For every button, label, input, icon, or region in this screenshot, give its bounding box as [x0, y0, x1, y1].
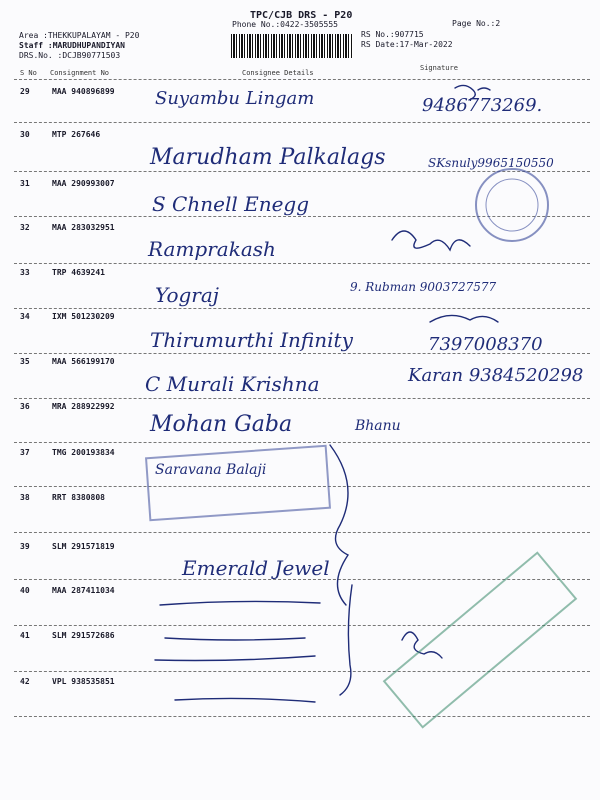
row-29-no: 29 — [20, 87, 30, 96]
page-title: TPC/CJB DRS - P20 — [250, 10, 353, 21]
rs-number: RS No.:907715 — [361, 30, 424, 39]
col-consignment: Consignment No — [50, 69, 110, 77]
col-details: Consignee Details — [242, 69, 314, 77]
row-39-name: Emerald Jewel — [182, 556, 330, 580]
signature-squiggle — [392, 231, 470, 250]
company-seal-icon — [476, 169, 548, 241]
col-signature: Signature — [420, 64, 458, 72]
row-35-extra: Karan 9384520298 — [408, 365, 584, 386]
row-37-no: 37 — [20, 448, 30, 457]
signature-squiggle — [340, 585, 352, 695]
signature-squiggle — [160, 601, 320, 605]
row-29-name: Suyambu Lingam — [155, 88, 315, 109]
row-38-consignment: RRT 8380808 — [52, 493, 105, 502]
row-42-consignment: VPL 938535851 — [52, 677, 115, 686]
row-34-no: 34 — [20, 312, 30, 321]
row-34-consignment: IXM 501230209 — [52, 312, 115, 321]
signature-squiggle — [455, 85, 490, 100]
row-41-consignment: SLM 291572686 — [52, 631, 115, 640]
row-32-no: 32 — [20, 223, 30, 232]
row-33-name: Yograj — [155, 283, 219, 307]
page-number: Page No.:2 — [452, 19, 501, 28]
row-41-no: 41 — [20, 631, 30, 640]
row-35-consignment: MAA 566199170 — [52, 357, 115, 366]
row-35-name: C Murali Krishna — [145, 372, 320, 396]
row-30-extra: SKsnuly9965150550 — [428, 156, 554, 170]
row-32-consignment: MAA 283032951 — [52, 223, 115, 232]
col-sno: S No — [20, 69, 37, 77]
row-32-name: Ramprakash — [148, 237, 276, 261]
row-36-name: Mohan Gaba — [150, 412, 293, 437]
row-30-consignment: MTP 267646 — [52, 130, 101, 139]
row-34-name: Thirumurthi Infinity — [150, 328, 353, 352]
row-37-consignment: TMG 200193834 — [52, 448, 115, 457]
signature-squiggle — [175, 698, 315, 702]
row-33-extra: 9. Rubman 9003727577 — [350, 280, 497, 294]
row-36-no: 36 — [20, 402, 30, 411]
signature-squiggle — [155, 656, 315, 661]
row-36-consignment: MRA 288922992 — [52, 402, 115, 411]
row-29-consignment: MAA 940896899 — [52, 87, 115, 96]
row-30-no: 30 — [20, 130, 30, 139]
signature-squiggle — [165, 638, 305, 640]
rs-date: RS Date:17-Mar-2022 — [361, 40, 453, 49]
signature-squiggle — [402, 632, 442, 658]
row-40-no: 40 — [20, 586, 30, 595]
company-stamp-icon — [146, 446, 330, 520]
row-33-no: 33 — [20, 268, 30, 277]
staff-label: Staff :MARUDHUPANDIYAN — [19, 41, 125, 50]
row-39-no: 39 — [20, 542, 30, 551]
row-30-name: Marudham Palkalags — [150, 145, 386, 170]
signature-squiggle — [430, 315, 498, 322]
row-31-name: S Chnell Enegg — [152, 192, 310, 216]
row-29-extra: 9486773269. — [422, 95, 543, 116]
signature-squiggle — [330, 445, 348, 605]
drs-number: DRS.No. :DCJB90771503 — [19, 51, 121, 60]
row-40-consignment: MAA 287411034 — [52, 586, 115, 595]
row-42-no: 42 — [20, 677, 30, 686]
row-38-no: 38 — [20, 493, 30, 502]
area-label: Area :THEKKUPALAYAM - P20 — [19, 31, 140, 40]
row-37-name: Saravana Balaji — [155, 462, 267, 478]
row-31-consignment: MAA 290993007 — [52, 179, 115, 188]
phone-number: Phone No.:0422-3505555 — [232, 20, 338, 29]
company-stamp-icon — [384, 553, 576, 728]
row-31-no: 31 — [20, 179, 30, 188]
row-33-consignment: TRP 4639241 — [52, 268, 105, 277]
row-39-consignment: SLM 291571819 — [52, 542, 115, 551]
row-35-no: 35 — [20, 357, 30, 366]
row-36-extra: Bhanu — [355, 418, 401, 434]
row-34-extra: 7397008370 — [428, 334, 543, 355]
